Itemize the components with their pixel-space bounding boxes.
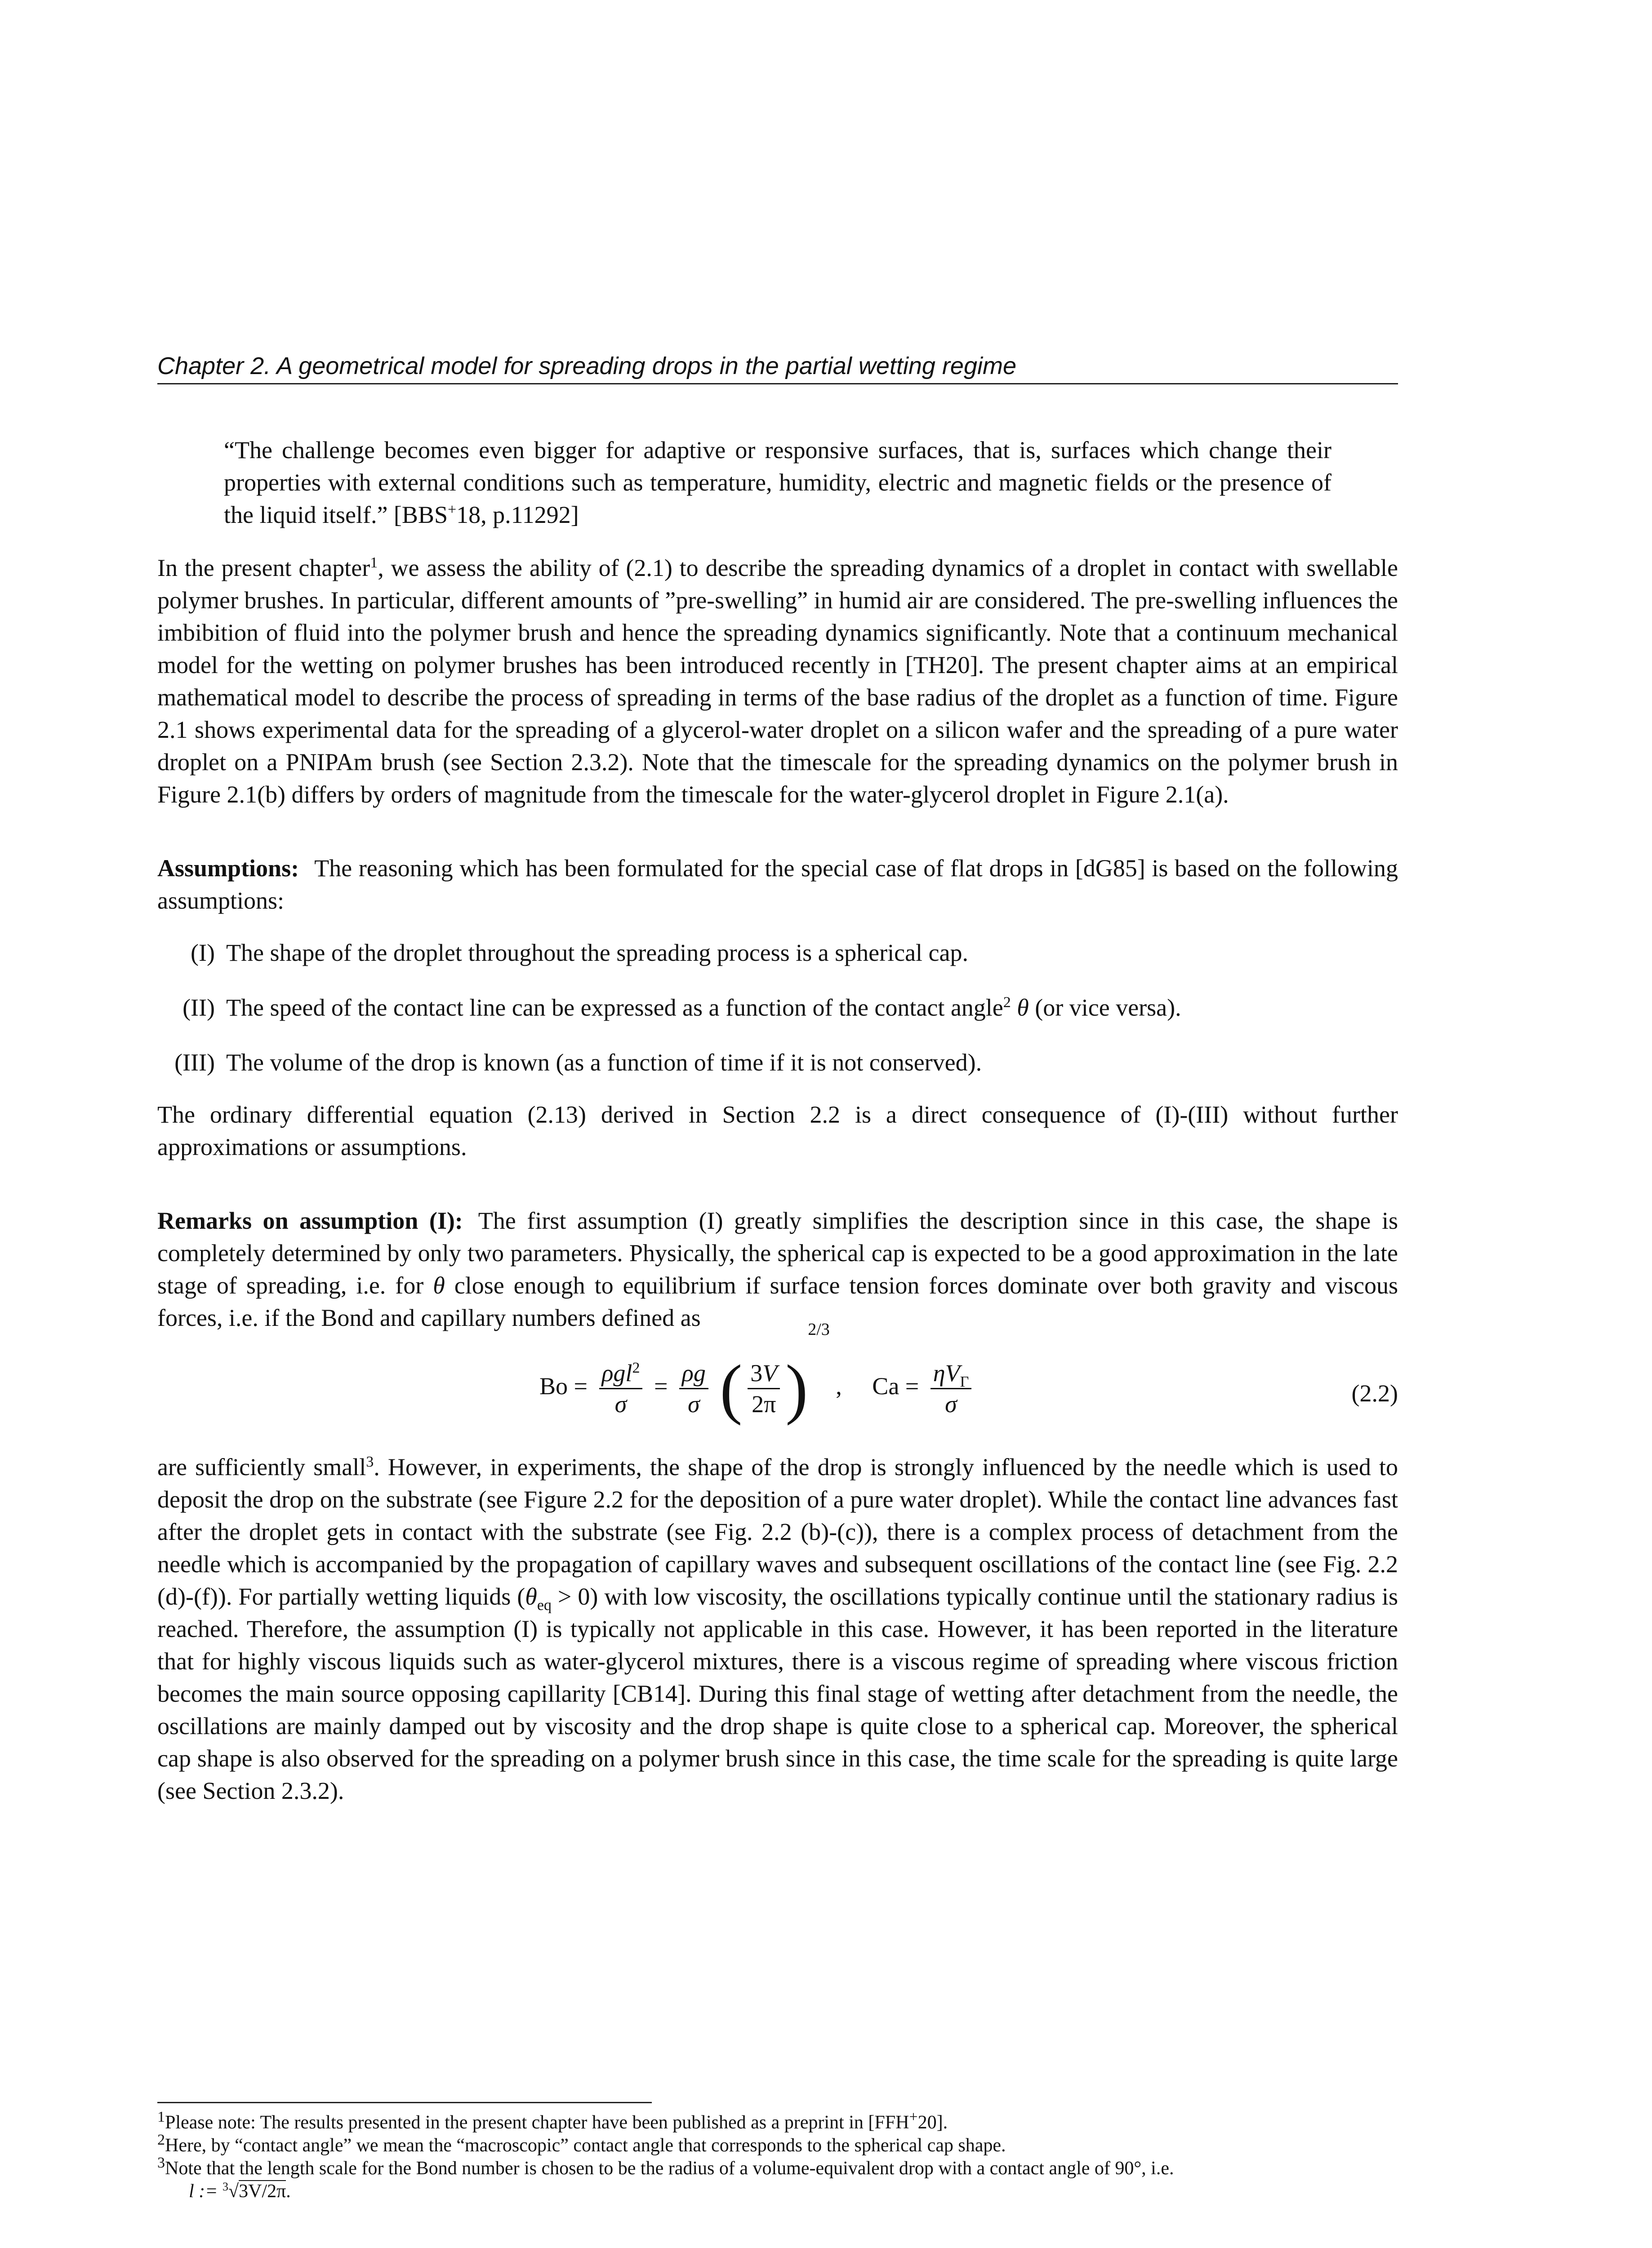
- eq-volume-fraction: $\frac{3V}{2\pi}$: [748, 1358, 780, 1419]
- header-rule: [157, 383, 1398, 384]
- page-header: [157, 352, 1398, 384]
- epigraph-quote: [224, 434, 1331, 531]
- equation-number: (2.2): [1351, 1380, 1398, 1407]
- assumption-label-3: (III): [174, 1049, 215, 1076]
- remarks-heading: Remarks on assumption (I):: [157, 1207, 463, 1234]
- footnotes: [157, 2102, 1398, 2203]
- after-equation-paragraph: are sufficiently small$^3$. However, in experiments, the shape of the drop is strongly influenced by the needle which is used to deposit the drop on the substrate (see Figure 2.2 for the deposition of a pure water droplet). While the contact line advances fast after the droplet gets in contact with the substrate (see Fig. 2.2 (b)-(c)), there is a complex process of detachment from the needle which is accompanied by the propagation of capillary waves and subsequent oscillations of the contact line (see Fig. 2.2 (d)-(f)). For partially wetting liquids $(\theta_{eq} > 0)$ with low viscosity, the oscillations typically continue until the stationary radius is reached. Therefore, the assumption (I) is typically not applicable in this case. However, it has been reported in the literature that for highly viscous liquids such as water-glycerol mixtures, there is a viscous regime of spreading where viscous friction becomes the main source opposing capillarity [CB14]. During this final stage of wetting after detachment from the needle, the oscillations are mainly damped out by viscosity and the drop shape is quite close to a spherical cap. Moreover, the spherical cap shape is also observed for the spreading on a polymer brush since in this case, the time scale for the spreading is quite large (see Section 2.3.2).: [157, 1454, 1398, 1804]
- after-eq-text-2: . However, in experiments, the shape of the drop is strongly influenced by the needle which is used to deposit the drop on the substrate (see Figure 2.2 for the deposition of a pure water droplet). While the contact line advances fast after the droplet gets in contact with the substrate (see Fig. 2.2 (b)-(c)), there is a complex process of detachment from the needle which is accompanied by the propagation of capillary waves and subsequent oscillations of the contact line (see Fig. 2.2 (d)-(f)). For partially wetting liquids (: [157, 1454, 1398, 1610]
- running-head: Chapter 2. A geometrical model for spreading drops in the partial wetting regime: [157, 352, 1016, 379]
- assumptions-paragraph: [157, 852, 1398, 917]
- assumption-label-2: (II): [183, 994, 215, 1021]
- remarks-text-1: The first assumption (I) greatly simplifies the description since in this case, the shape is completely determined by only two parameters. Physically, the spherical cap is expected to be a good approximation in the late stage of spreading, i.e. for: [157, 1207, 1398, 1299]
- footnote-ref-3[interactable]: 3: [366, 1454, 374, 1470]
- assumption-text-1: The shape of the droplet throughout the spreading process is a spherical cap.: [226, 939, 968, 966]
- epigraph-tail: 18, p.11292]: [456, 501, 579, 528]
- assumptions-conclusion: The ordinary differential equation (2.13) derived in Section 2.2 is a direct consequence of (I)-(III) without further approximations or assumptions.: [157, 1101, 1398, 1160]
- assumption-item-3: [157, 1046, 1398, 1079]
- footnote-ref-1[interactable]: 1: [370, 554, 378, 571]
- epigraph-text: “The challenge becomes even bigger for adaptive or responsive surfaces, that is, surfaces which change their properties with external conditions such as temperature, humidity, electric and magnetic fields or the presence of the liquid itself.” [BBS: [224, 437, 1331, 528]
- theta-eq-symbol: θ: [525, 1583, 537, 1610]
- intro-text-2: , we assess the ability of (2.1) to describe the spreading dynamics of a droplet in contact with swellable polymer brushes. In particular, different amounts of ”pre-swelling” in humid air are considered. The pre-swelling influences the imbibition of fluid into the polymer brush and hence the spreading dynamics significantly. Note that a continuum mechanical model for the wetting on polymer brushes has been introduced recently in [TH20]. The present chapter aims at an empirical mathematical model to describe the process of spreading in terms of the base radius of the droplet as a function of time. Figure 2.1 shows experimental data for the spreading of a glycerol-water droplet on a silicon wafer and the spreading of a pure water droplet on a PNIPAm brush (see Section 2.3.2). Note that the timescale for the spreading dynamics on the polymer brush in Figure 2.1(b) differs by orders of magnitude from the timescale for the water-glycerol droplet in Figure 2.1(a).: [157, 554, 1398, 808]
- intro-paragraph: [157, 552, 1398, 811]
- eq-bond: Bo: [539, 1373, 568, 1400]
- footnote-ref-2[interactable]: 2: [1003, 994, 1011, 1011]
- eq-bond-fraction-2: $\frac{\rho g}{\sigma}$: [679, 1358, 708, 1419]
- equation-2-2: [157, 1320, 1398, 1451]
- footnote-rule: [157, 2102, 652, 2103]
- footnote-2: $^2$Here, by “contact angle” we mean the “macroscopic” contact angle that corresponds to the spherical cap shape.: [157, 2132, 1006, 2156]
- assumption-text-2a: The speed of the contact line can be expressed as a function of the contact angle: [226, 994, 1003, 1021]
- epigraph-sup: +: [447, 501, 457, 518]
- theta-symbol-2: θ: [433, 1272, 445, 1299]
- assumption-item-2: [157, 991, 1398, 1024]
- assumption-label-1: (I): [191, 939, 215, 966]
- assumptions-heading: Assumptions:: [157, 855, 299, 882]
- remarks-paragraph: [157, 1204, 1398, 1334]
- after-eq-text-1: are sufficiently small: [157, 1454, 366, 1481]
- assumption-text-2b: (or vice versa).: [1035, 994, 1181, 1021]
- eq-bond-fraction-1: $\frac{\rho gl^2}{\sigma}$: [599, 1358, 643, 1419]
- equation-body: Bo = $\frac{\rho gl^2}{\sigma}$ = $\frac{\rho g}{\sigma}$ ( $\frac{3V}{2\pi}$ )$^{2/3}$ , Ca = $\frac{\eta V_\Gamma}{\sigma}$: [539, 1334, 1214, 1451]
- after-eq-text-3: > 0) with low viscosity, the oscillations typically continue until the stationary radius is reached. Therefore, the assumption (I) is typically not applicable in this case. However, it has been reported in the literature that for highly viscous liquids such as water-glycerol mixtures, there is a viscous regime of spreading where viscous friction becomes the main source opposing capillarity [CB14]. During this final stage of wetting after detachment from the needle, the oscillations are mainly damped out by viscosity and the drop shape is quite close to a spherical cap. Moreover, the spherical cap shape is also observed for the spreading on a polymer brush since in this case, the time scale for the spreading is quite large (see Section 2.3.2).: [157, 1583, 1398, 1804]
- eq-capillary: Ca: [872, 1373, 899, 1400]
- intro-text-1: In the present chapter: [157, 554, 370, 581]
- theta-symbol: θ: [1017, 994, 1029, 1021]
- footnote-1: $^1$Please note: The results presented in the present chapter have been published as a preprint in [FFH+20].: [157, 2109, 948, 2133]
- footnote-3-formula: l := $^3$√3V/2π.: [189, 2180, 291, 2202]
- remarks-text-2: close enough to equilibrium if surface tension forces dominate over both gravity and viscous forces, i.e. if the Bond and capillary numbers defined as: [157, 1272, 1398, 1331]
- eq-capillary-fraction: $\frac{\eta V_\Gamma}{\sigma}$: [931, 1358, 971, 1419]
- assumption-text-3: The volume of the drop is known (as a function of time if it is not conserved).: [226, 1049, 982, 1076]
- assumption-item-1: [157, 937, 1398, 969]
- assumptions-text: The reasoning which has been formulated for the special case of flat drops in [dG85] is based on the following assumptions:: [157, 855, 1398, 914]
- footnote-3: $^3$Note that the length scale for the Bond number is chosen to be the radius of a volume-equivalent drop with a contact angle of 90°, i.e.: [157, 2154, 1174, 2179]
- main-content: [157, 434, 1398, 1807]
